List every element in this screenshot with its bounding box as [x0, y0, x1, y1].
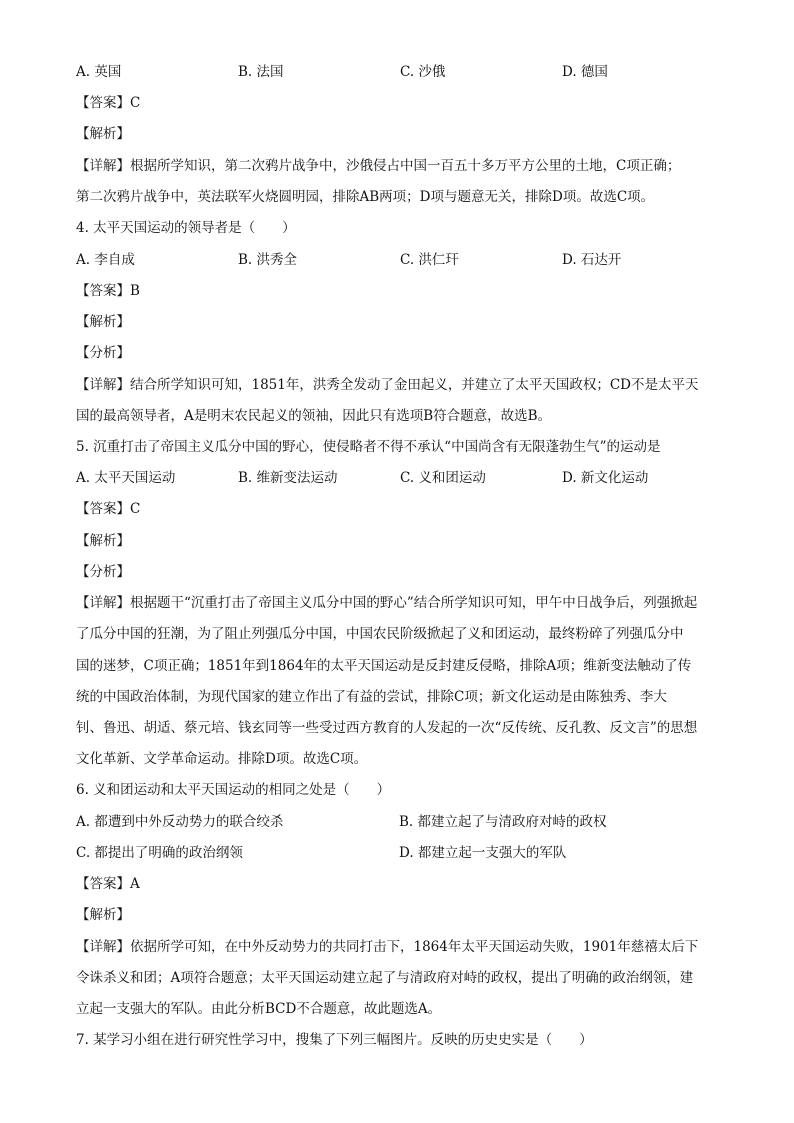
q5-detail-line-4: 统的中国政治体制，为现代国家的建立作出了有益的尝试，排除C项；新文化运动是由陈独秀、李大: [76, 689, 667, 705]
q5-options: [76, 468, 726, 488]
q4-detail-line-1: [76, 375, 726, 395]
answer-label: 【答案】: [76, 876, 130, 892]
q3-answer: [76, 93, 726, 113]
answer-value: B: [130, 283, 140, 299]
answer-value: C: [130, 501, 141, 517]
q3-detail-line-2: 第二次鸦片战争中，英法联军火烧圆明园，排除AB两项；D项与题意无关，排除D项。故选C项。: [76, 189, 655, 205]
q5-option-c: C. 义和团运动: [400, 470, 486, 486]
q5-detail-line-3: 国的迷梦，C项正确；1851年到1864年的太平天国运动是反封建反侵略，排除A项；维新变法触动了传: [76, 658, 692, 674]
q6-answer: [76, 874, 726, 894]
q3-detail-line-1: [76, 156, 726, 176]
q4-options: [76, 250, 726, 270]
q6-option-a: A. 都遭到中外反动势力的联合绞杀: [76, 814, 284, 830]
answer-label: 【答案】: [76, 501, 130, 517]
q6-option-d: D. 都建立起一支强大的军队: [399, 845, 567, 861]
q5-answer: [76, 499, 726, 519]
answer-value: A: [130, 876, 140, 892]
detail-text: 根据所学知识，第二次鸦片战争中，沙俄侵占中国一百五十多万平方公里的土地，C项正确；: [130, 158, 681, 174]
detail-label: 【详解】: [76, 595, 130, 611]
q5-option-d: D. 新文化运动: [562, 470, 649, 486]
q6-detail-line-1: [76, 937, 726, 957]
q3-option-b: B. 法国: [238, 64, 284, 80]
q5-fenxi-label: 【分析】: [76, 564, 130, 580]
q6-option-c: C. 都提出了明确的政治纲领: [76, 845, 243, 861]
q4-detail-line-2: 国的最高领导者，A是明末农民起义的领袖，因此只有选项B符合题意，故选B。: [76, 408, 552, 424]
q6-options-row-2: [76, 843, 726, 863]
q5-detail-line-6: 文化革新、文学革命运动。排除D项。故选C项。: [76, 751, 368, 767]
answer-value: C: [130, 95, 141, 111]
q4-option-b: B. 洪秀全: [238, 252, 298, 268]
q5-stem: 5. 沉重打击了帝国主义瓜分中国的野心，使侵略者不得不承认“中国尚含有无限蓬勃生气”的运动是: [76, 439, 661, 455]
q5-option-b: B. 维新变法运动: [238, 470, 338, 486]
detail-text: 依据所学可知，在中外反动势力的共同打击下，1864年太平天国运动失败，1901年慈禧太后下: [130, 939, 699, 955]
detail-text: 根据题干“沉重打击了帝国主义瓜分中国的野心”结合所学知识可知，甲午中日战争后，列强掀起: [130, 595, 698, 611]
q6-detail-line-3: 立起一支强大的军队。由此分析BCD不合题意，故此题选A。: [76, 1001, 442, 1017]
q3-options: [76, 62, 726, 82]
q4-fenxi-label: 【分析】: [76, 345, 130, 361]
q4-stem: 4. 太平天国运动的领导者是（ ）: [76, 220, 296, 236]
answer-label: 【答案】: [76, 95, 130, 111]
q5-detail-line-5: 钊、鲁迅、胡适、蔡元培、钱玄同等一些受过西方教育的人发起的一次“反传统、反孔教、反文言”的思想: [76, 720, 698, 736]
q3-option-a: A. 英国: [76, 64, 122, 80]
q3-option-c: C. 沙俄: [400, 64, 446, 80]
q6-detail-line-2: 令诛杀义和团；A项符合题意；太平天国运动建立起了与清政府对峙的政权，提出了明确的政治纲领，建: [76, 970, 694, 986]
q4-analysis-label: 【解析】: [76, 314, 130, 330]
q6-stem: 6. 义和团运动和太平天国运动的相同之处是（ ）: [76, 782, 391, 798]
q4-answer: [76, 281, 726, 301]
detail-label: 【详解】: [76, 377, 130, 393]
q3-analysis-label: 【解析】: [76, 126, 130, 142]
q6-analysis-label: 【解析】: [76, 907, 130, 923]
q6-options-row-1: [76, 812, 726, 832]
q6-option-b: B. 都建立起了与清政府对峙的政权: [399, 814, 607, 830]
q5-option-a: A. 太平天国运动: [76, 470, 176, 486]
q4-option-d: D. 石达开: [562, 252, 622, 268]
q5-analysis-label: 【解析】: [76, 533, 130, 549]
detail-label: 【详解】: [76, 939, 130, 955]
q4-option-a: A. 李自成: [76, 252, 135, 268]
answer-label: 【答案】: [76, 283, 130, 299]
q5-detail-line-1: [76, 593, 726, 613]
detail-text: 结合所学知识可知，1851年，洪秀全发动了金田起义，并建立了太平天国政权；CD不是太平天: [130, 377, 699, 393]
q7-stem: 7. 某学习小组在进行研究性学习中，搜集了下列三幅图片。反映的历史史实是（ ）: [76, 1032, 593, 1048]
q5-detail-line-2: 了瓜分中国的狂潮，为了阻止列强瓜分中国，中国农民阶级掀起了义和团运动，最终粉碎了列强瓜分中: [76, 626, 684, 642]
q4-option-c: C. 洪仁玕: [400, 252, 459, 268]
detail-label: 【详解】: [76, 158, 130, 174]
q3-option-d: D. 德国: [562, 64, 608, 80]
